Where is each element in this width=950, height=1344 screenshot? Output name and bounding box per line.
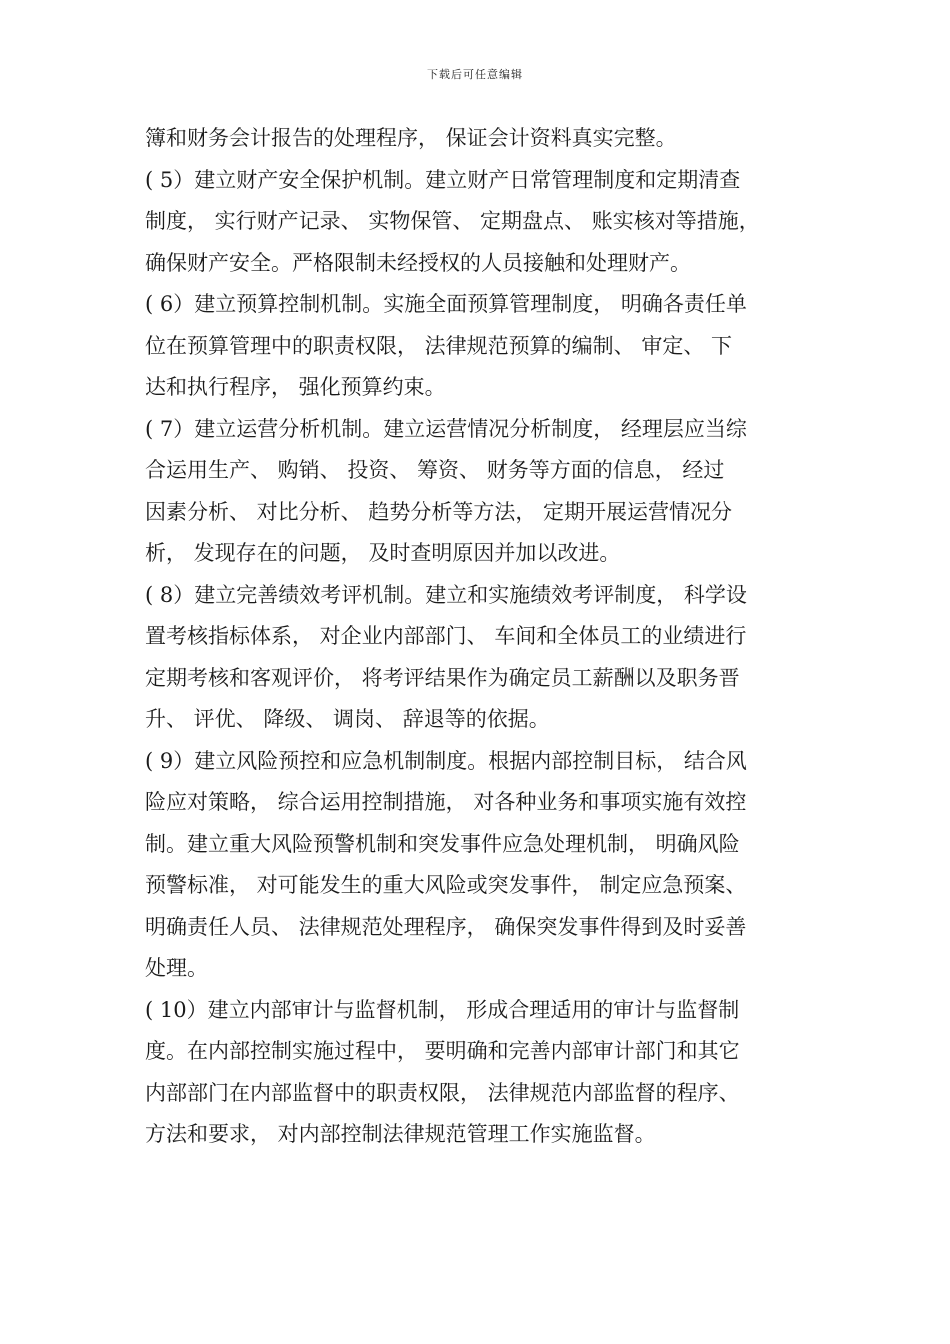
text-line: ( 8）建立完善绩效考评机制。建立和实施绩效考评制度， 科学设: [145, 582, 747, 607]
text-line: ( 7）建立运营分析机制。建立运营情况分析制度， 经理层应当综: [145, 416, 747, 441]
text-line: 位在预算管理中的职责权限， 法律规范预算的编制、 审定、 下: [145, 333, 733, 358]
text-line: 合运用生产、 购销、 投资、 筹资、 财务等方面的信息， 经过: [145, 458, 725, 482]
text-line: 簿和财务会计报告的处理程序， 保证会计资料真实完整。: [145, 126, 677, 150]
text-line: ( 9）建立风险预控和应急机制制度。根据内部控制目标， 结合风: [145, 748, 747, 773]
text-line: 定期考核和客观评价， 将考评结果作为确定员工薪酬以及职务晋: [145, 665, 740, 690]
text-line: 处理。: [145, 956, 208, 980]
text-line: 确保财产安全。严格限制未经授权的人员接触和处理财产。: [145, 250, 691, 275]
text-line: 险应对策略， 综合运用控制措施， 对各种业务和事项实施有效控: [145, 790, 747, 814]
text-line: 升、 评优、 降级、 调岗、 辞退等的依据。: [145, 707, 550, 731]
document-body: [145, 118, 813, 1156]
text-line: ( 10）建立内部审计与监督机制， 形成合理适用的审计与监督制: [145, 997, 740, 1022]
text-line: 明确责任人员、 法律规范处理程序， 确保突发事件得到及时妥善: [145, 914, 747, 939]
text-line: 方法和要求， 对内部控制法律规范管理工作实施监督。: [145, 1122, 656, 1146]
page-header: 下载后可任意编辑: [427, 68, 523, 81]
text-line: 度。在内部控制实施过程中， 要明确和完善内部审计部门和其它: [145, 1039, 740, 1063]
text-line: 因素分析、 对比分析、 趋势分析等方法， 定期开展运营情况分: [145, 499, 733, 524]
text-line: ( 5）建立财产安全保护机制。建立财产日常管理制度和定期清查: [145, 167, 741, 192]
text-line: 析， 发现存在的问题， 及时查明原因并加以改进。: [145, 541, 621, 565]
text-line: 制度， 实行财产记录、 实物保管、 定期盘点、 账实核对等措施，: [145, 209, 760, 233]
text-line: 预警标准， 对可能发生的重大风险或突发事件， 制定应急预案、: [145, 873, 747, 897]
text-line: 达和执行程序， 强化预算约束。: [145, 375, 446, 399]
text-line: 置考核指标体系， 对企业内部部门、 车间和全体员工的业绩进行: [145, 624, 747, 648]
text-line: 制。建立重大风险预警机制和突发事件应急处理机制， 明确风险: [145, 831, 740, 856]
text-line: ( 6）建立预算控制机制。实施全面预算管理制度， 明确各责任单: [145, 292, 747, 316]
text-line: 内部部门在内部监督中的职责权限， 法律规范内部监督的程序、: [145, 1080, 740, 1105]
